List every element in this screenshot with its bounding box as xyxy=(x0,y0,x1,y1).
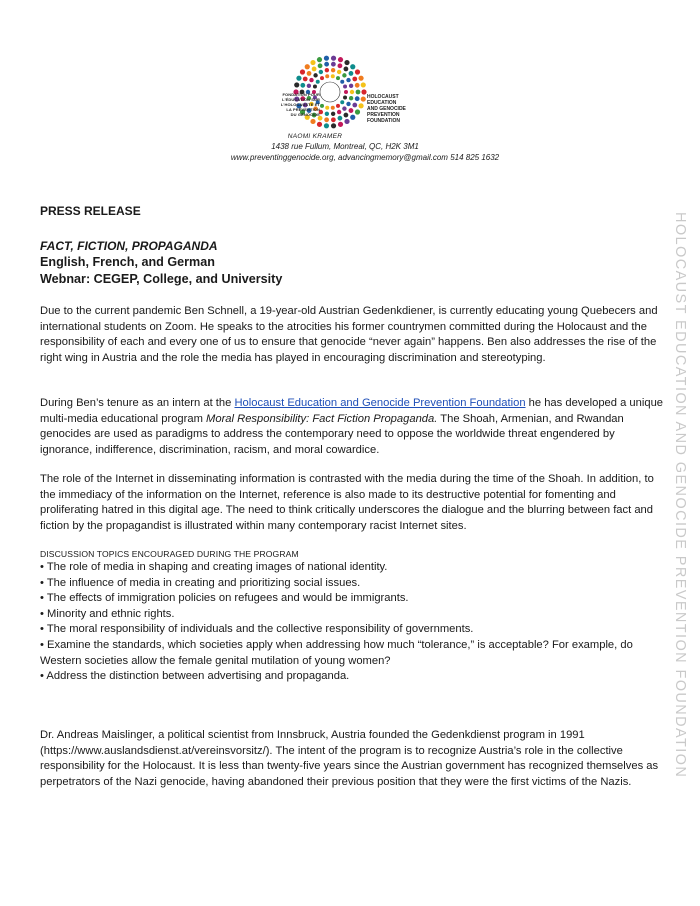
logo-dot xyxy=(310,60,315,65)
logo-dot xyxy=(316,80,320,84)
contact-name: NAOMI KRAMER xyxy=(287,133,343,140)
logo-dot xyxy=(337,70,341,74)
logo-dot xyxy=(324,123,329,128)
logo-dot xyxy=(344,119,349,124)
logo-dot xyxy=(331,112,335,116)
logo-dot xyxy=(350,90,354,94)
contact-line: www.preventinggenocide.org, advancingmemory@gmail.com 514 825 1632 xyxy=(230,153,500,162)
audience-subtitle: Webnar: CEGEP, College, and University xyxy=(40,272,283,286)
logo-dot xyxy=(331,62,336,67)
logo-dot xyxy=(349,84,353,88)
title-block xyxy=(40,238,282,288)
list-item: • The effects of immigration policies on refugees and would be immigrants. xyxy=(40,592,409,605)
logo-dot xyxy=(319,70,323,74)
languages-subtitle: English, French, and German xyxy=(40,255,215,269)
logo-dot xyxy=(346,102,350,106)
logo-dot xyxy=(325,74,329,78)
logo-dot xyxy=(294,82,299,87)
logo-dot xyxy=(344,67,349,72)
logo-dot xyxy=(325,68,329,72)
logo-dot xyxy=(338,57,343,62)
logo-dot xyxy=(336,76,340,80)
logo-english-text: HOLOCAUST EDUCATION AND GENOCIDE PREVENTION FOUNDATION xyxy=(367,94,406,124)
logo-dot xyxy=(361,82,366,87)
logo-dot xyxy=(313,73,317,77)
logo-dot xyxy=(324,62,329,67)
discussion-heading: DISCUSSION TOPICS ENCOURAGED DURING THE PROGRAM xyxy=(40,549,299,559)
logo-dot xyxy=(318,63,323,68)
logo-dot xyxy=(338,63,343,68)
logo-dot xyxy=(349,71,354,76)
logo-dot xyxy=(361,89,366,94)
logo-dot xyxy=(343,95,347,99)
logo-dot xyxy=(331,56,336,61)
logo-dot xyxy=(303,77,308,82)
logo-dot xyxy=(320,76,324,80)
logo-dot xyxy=(350,64,355,69)
logo-dot xyxy=(300,83,305,88)
foundation-link[interactable]: Holocaust Education and Genocide Prevention Foundation xyxy=(234,397,526,409)
logo-dot xyxy=(324,56,329,61)
logo-dot xyxy=(349,96,353,100)
logo-dot xyxy=(320,104,324,108)
press-release-label: PRESS RELEASE xyxy=(40,204,141,218)
logo-dot xyxy=(317,57,322,62)
logo-dot xyxy=(307,84,311,88)
side-watermark: HOLOCAUST EDUCATION AND GENOCIDE PREVENTION FOUNDATION xyxy=(672,212,688,779)
paragraph-program: During Ben’s tenure as an intern at the Holocaust Education and Genocide Prevention Foundation he has developed a unique multi-media educational program Moral Responsibility: Fact Fiction Propaganda. The Shoah, Armenian, and Rwandan genocides are used as paradigms to address the contemporary need to oppose the worldwide threat engendered by ignorance, indifference, discrimination, racism, and moral cowardice. xyxy=(40,397,664,456)
logo-dot xyxy=(331,117,336,122)
logo-dot xyxy=(344,113,349,118)
logo-dot xyxy=(358,103,363,108)
logo-dot xyxy=(355,69,360,74)
logo-dot xyxy=(331,123,336,128)
logo-dot xyxy=(356,90,361,95)
logo-dot xyxy=(358,76,363,81)
logo-dot xyxy=(296,76,301,81)
logo-dot xyxy=(361,96,366,101)
logo-french-text: FONDATION POUR L'ÉDUCATION SUR L'HOLOCAUSTE ET LA PRÉVENTION DU GÉNOCIDE xyxy=(280,92,320,117)
logo-dot xyxy=(344,60,349,65)
logo-dot xyxy=(343,85,347,89)
list-item: • Examine the standards, which societies apply when addressing how much “tolerance,” is acceptable? For example, do Western societies allow the female genital mutilation of young women? xyxy=(40,638,633,667)
logo-dot xyxy=(355,96,360,101)
list-item: • The moral responsibility of individuals and the collective responsibility of governments. xyxy=(40,623,474,636)
paragraph-intro: Due to the current pandemic Ben Schnell, a 19-year-old Austrian Gedenkdiener, is currently educating young Quebecers and international students on Zoom. He speaks to the atrocities his former countrymen committed during the Holocaust and the responsibility of each and every one of us to ensure that genocide “never again” happens. Ben also addresses the rise of the right wing in Austria and the role the media has played in encouraging discrimination and stereotyping. xyxy=(40,305,658,364)
program-title: Moral Responsibility: Fact Fiction Propaganda. xyxy=(206,412,438,425)
logo-dot xyxy=(337,110,341,114)
logo-dot xyxy=(331,68,335,72)
logo-dot xyxy=(340,80,344,84)
logo-dot xyxy=(336,104,340,108)
logo-dot xyxy=(300,69,305,74)
logo-dot xyxy=(338,116,343,121)
logo-center xyxy=(320,82,340,102)
logo-dot xyxy=(350,115,355,120)
discussion-topics xyxy=(40,548,664,685)
foundation-logo xyxy=(250,52,430,132)
logo-dot xyxy=(352,103,357,108)
logo-dot xyxy=(325,106,329,110)
logo-dot xyxy=(312,67,317,72)
list-item: • The influence of media in creating and prioritizing social issues. xyxy=(40,576,361,589)
logo-dot xyxy=(342,106,346,110)
logo-dot xyxy=(352,77,357,82)
logo-dot xyxy=(307,71,312,76)
logo-dot xyxy=(309,78,313,82)
logo-dot xyxy=(346,78,350,82)
list-item: • Minority and ethnic rights. xyxy=(40,607,175,620)
logo-dot xyxy=(349,108,354,113)
logo-dot xyxy=(342,73,346,77)
logo-dot xyxy=(355,83,360,88)
logo-dot xyxy=(317,122,322,127)
list-item: • The role of media in shaping and creating images of national identity. xyxy=(40,561,388,573)
paragraph-internet: The role of the Internet in disseminating information is contrasted with the media during the time of the Shoah. In addition, to the immediacy of the information on the Internet, reference is also made to its destructive potential for fomenting and proliferating hatred in this digital age. The need to think critically underscores the dialogue and the blurring between fact and fiction by the propagandist is illustrated within many contemporary racist Internet sites. xyxy=(40,473,654,532)
logo-dot xyxy=(355,109,360,114)
logo-dot xyxy=(340,100,344,104)
logo-dot xyxy=(310,119,315,124)
logo-dot xyxy=(324,117,329,122)
logo-dot xyxy=(331,106,335,110)
logo-dot xyxy=(313,85,317,89)
logo-dot xyxy=(344,90,348,94)
logo-dot xyxy=(305,64,310,69)
street-address: 1438 rue Fullum, Montreal, QC, H2K 3M1 xyxy=(271,142,419,151)
logo-dot xyxy=(338,122,343,127)
document-title: FACT, FICTION, PROPAGANDA xyxy=(40,239,218,253)
list-item: • Address the distinction between advertising and propaganda. xyxy=(40,670,350,683)
paragraph-founder: Dr. Andreas Maislinger, a political scientist from Innsbruck, Austria founded the Gedenkdienst program in 1991 (https://www.auslandsdienst.at/vereinsvorsitz/). The intent of the program is to recognize Austria’s role in the collective responsibility for the Holocaust. It is less than twenty-five years since the Austrian government has recognized themselves as perpetrators of the Nazi genocide, having abandoned their previous position that they were the first victims of the Nazis. xyxy=(40,729,659,788)
logo-dot xyxy=(325,112,329,116)
logo-dot xyxy=(331,74,335,78)
letterhead-address xyxy=(0,132,700,163)
